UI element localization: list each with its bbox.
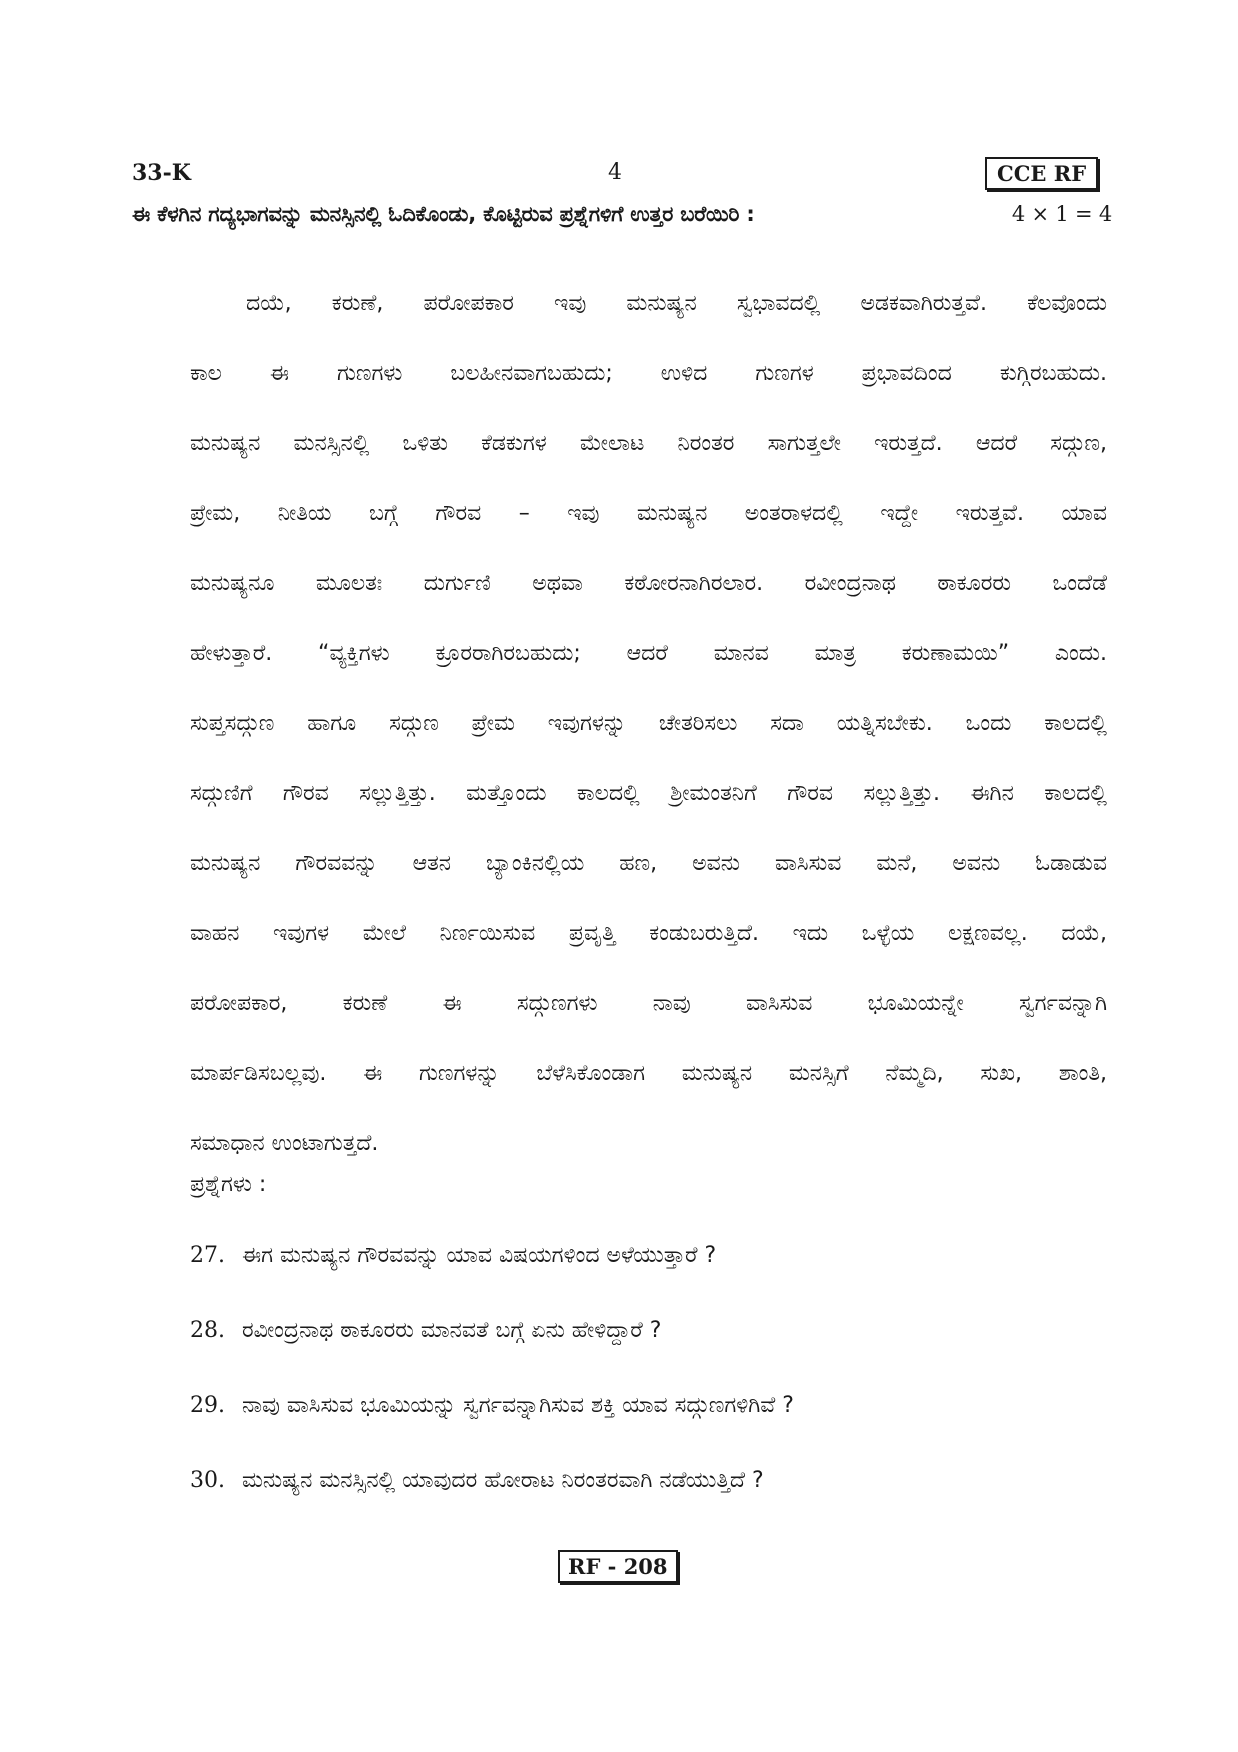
passage-line: ಕಾಲ ಈ ಗುಣಗಳು ಬಲಹೀನವಾಗಬಹುದು; ಉಳಿದ ಗುಣಗಳ ಪ್ರಭಾವದಿಂದ ಕುಗ್ಗಿರಬಹುದು. [190, 361, 1107, 386]
passage-line: ಪರೋಪಕಾರ, ಕರುಣೆ ಈ ಸದ್ಗುಣಗಳು ನಾವು ವಾಸಿಸುವ ಭೂಮಿಯನ್ನೇ ಸ್ವರ್ಗವನ್ನಾಗಿ [190, 991, 1107, 1016]
question-item [190, 1390, 1090, 1465]
paper-code: 33-K [132, 160, 191, 186]
passage-line: ಮನುಷ್ಯನೂ ಮೂಲತಃ ದುರ್ಗುಣಿ ಅಥವಾ ಕಠೋರನಾಗಿರಲಾರ. ರವೀಂದ್ರನಾಥ ಠಾಕೂರರು ಒಂದೆಡೆ [190, 571, 1107, 596]
passage [190, 282, 1107, 1192]
passage-line: ಪ್ರೇಮ, ನೀತಿಯ ಬಗ್ಗೆ ಗೌರವ – ಇವು ಮನುಷ್ಯನ ಅಂತರಾಳದಲ್ಲಿ ಇದ್ದೇ ಇರುತ್ತವೆ. ಯಾವ [190, 501, 1107, 526]
instruction-text: ಈ ಕೆಳಗಿನ ಗದ್ಯಭಾಗವನ್ನು ಮನಸ್ಸಿನಲ್ಲಿ ಓದಿಕೊಂಡು, ಕೊಟ್ಟಿರುವ ಪ್ರಶ್ನೆಗಳಿಗೆ ಉತ್ತರ ಬರೆಯಿರಿ : [132, 202, 755, 226]
question-number: 30. [190, 1468, 225, 1493]
question-item [190, 1315, 1090, 1390]
passage-line: ಮನುಷ್ಯನ ಗೌರವವನ್ನು ಆತನ ಬ್ಯಾಂಕಿನಲ್ಲಿಯ ಹಣ, ಅವನು ವಾಸಿಸುವ ಮನೆ, ಅವನು ಓಡಾಡುವ [190, 851, 1107, 876]
passage-line: ಹೇಳುತ್ತಾರೆ. “ವ್ಯಕ್ತಿಗಳು ಕ್ರೂರರಾಗಿರಬಹುದು; ಆದರೆ ಮಾನವ ಮಾತ್ರ ಕರುಣಾಮಯಿ” ಎಂದು. [190, 641, 1107, 666]
question-number: 28. [190, 1318, 225, 1343]
passage-line: ದಯೆ, ಕರುಣೆ, ಪರೋಪಕಾರ ಇವು ಮನುಷ್ಯನ ಸ್ವಭಾವದಲ್ಲಿ ಅಡಕವಾಗಿರುತ್ತವೆ. ಕೆಲವೊಂದು [246, 291, 1107, 316]
questions-heading: ಪ್ರಶ್ನೆಗಳು : [190, 1172, 267, 1197]
passage-line: ಸಮಾಧಾನ ಉಂಟಾಗುತ್ತದೆ. [190, 1131, 379, 1156]
question-text: ರವೀಂದ್ರನಾಥ ಠಾಕೂರರು ಮಾನವತೆ ಬಗ್ಗೆ ಏನು ಹೇಳಿದ್ದಾರೆ ? [242, 1318, 662, 1343]
footer-code-box: RF - 208 [558, 1550, 678, 1583]
questions-list [190, 1240, 1090, 1540]
passage-line: ಸುಪ್ತಸದ್ಗುಣ ಹಾಗೂ ಸದ್ಗುಣ ಪ್ರೇಮ ಇವುಗಳನ್ನು ಚೇತರಿಸಲು ಸದಾ ಯತ್ನಿಸಬೇಕು. ಒಂದು ಕಾಲದಲ್ಲಿ [190, 711, 1107, 736]
passage-line: ಮಾರ್ಪಡಿಸಬಲ್ಲವು. ಈ ಗುಣಗಳನ್ನು ಬೆಳೆಸಿಕೊಂಡಾಗ ಮನುಷ್ಯನ ಮನಸ್ಸಿಗೆ ನೆಮ್ಮದಿ, ಸುಖ, ಶಾಂತಿ, [190, 1061, 1107, 1086]
passage-line: ಮನುಷ್ಯನ ಮನಸ್ಸಿನಲ್ಲಿ ಒಳಿತು ಕೆಡಕುಗಳ ಮೇಲಾಟ ನಿರಂತರ ಸಾಗುತ್ತಲೇ ಇರುತ್ತದೆ. ಆದರೆ ಸದ್ಗುಣ, [190, 431, 1107, 456]
question-number: 29. [190, 1393, 225, 1418]
question-number: 27. [190, 1243, 225, 1268]
series-box: CCE RF [985, 157, 1098, 190]
question-text: ಮನುಷ್ಯನ ಮನಸ್ಸಿನಲ್ಲಿ ಯಾವುದರ ಹೋರಾಟ ನಿರಂತರವಾಗಿ ನಡೆಯುತ್ತಿದೆ ? [242, 1468, 764, 1493]
page-number: 4 [608, 160, 622, 185]
question-text: ನಾವು ವಾಸಿಸುವ ಭೂಮಿಯನ್ನು ಸ್ವರ್ಗವನ್ನಾಗಿಸುವ ಶಕ್ತಿ ಯಾವ ಸದ್ಗುಣಗಳಿಗಿವೆ ? [242, 1393, 794, 1418]
passage-line: ಸದ್ಗುಣಿಗೆ ಗೌರವ ಸಲ್ಲುತ್ತಿತ್ತು. ಮತ್ತೊಂದು ಕಾಲದಲ್ಲಿ ಶ್ರೀಮಂತನಿಗೆ ಗೌರವ ಸಲ್ಲುತ್ತಿತ್ತು. ಈಗಿನ ಕಾಲದಲ್ಲಿ [190, 781, 1107, 806]
marks-allocation: 4 × 1 = 4 [1011, 202, 1112, 226]
question-item [190, 1240, 1090, 1315]
question-item [190, 1465, 1090, 1540]
instruction-line [132, 202, 1112, 227]
passage-line: ವಾಹನ ಇವುಗಳ ಮೇಲೆ ನಿರ್ಣಯಿಸುವ ಪ್ರವೃತ್ತಿ ಕಂಡುಬರುತ್ತಿದೆ. ಇದು ಒಳ್ಳೆಯ ಲಕ್ಷಣವಲ್ಲ. ದಯೆ, [190, 921, 1107, 946]
question-text: ಈಗ ಮನುಷ್ಯನ ಗೌರವವನ್ನು ಯಾವ ವಿಷಯಗಳಿಂದ ಅಳೆಯುತ್ತಾರೆ ? [242, 1243, 717, 1268]
